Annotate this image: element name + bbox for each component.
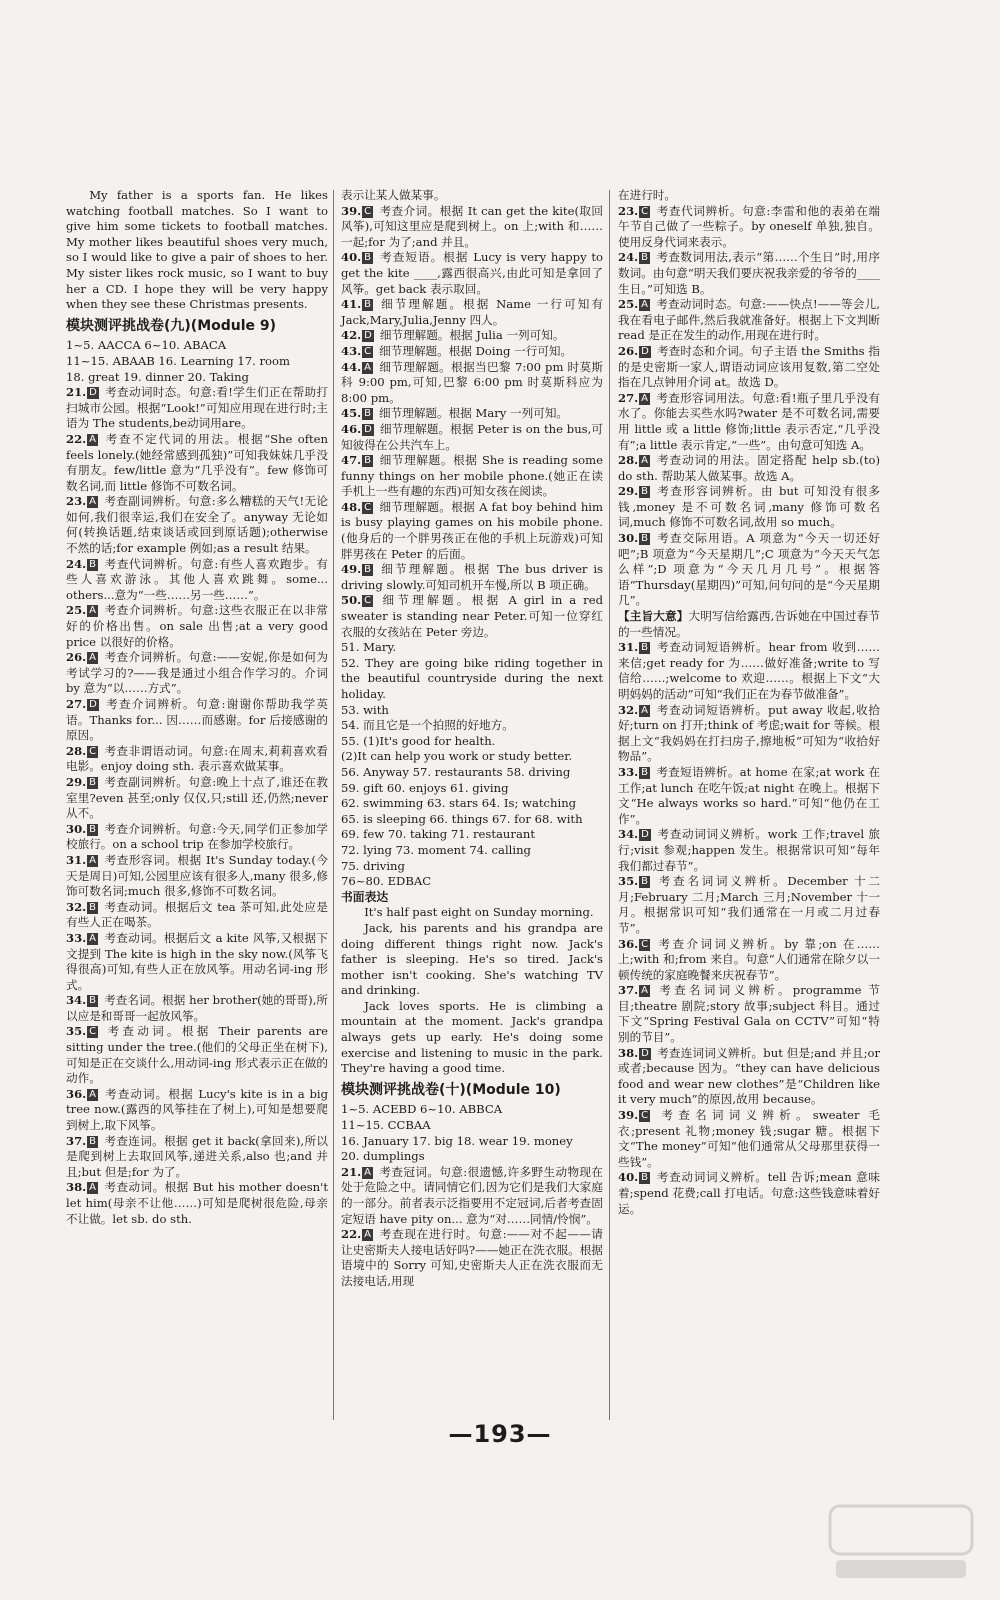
explanation-item — [66, 385, 328, 432]
explanation-text: 考查名词词义辨析。programme 节目;theatre 剧院;story 故事;subject 科目。通过下文“Spring Festival Gala on CCTV”可知“特别的节目”。 — [618, 983, 880, 1045]
explanation-text: 考查动词。根据 Their parents are sitting under the tree.(他们的父母正坐在树下),可知是正在交谈什么,用动词-ing 形式表示正在做的动作。 — [66, 1024, 328, 1086]
question-number: 24. — [66, 556, 87, 571]
question-number: 23. — [66, 494, 87, 509]
answer-line: 53. with — [341, 702, 389, 717]
explanation-text: 考查连词词义辨析。but 但是;and 并且;or 或者;because 因为。“they can have delicious food and wear new clothes”是“Children like it very much”的原因,故用 because。 — [618, 1045, 880, 1107]
explanation-item — [618, 204, 880, 251]
question-number: 25. — [66, 603, 87, 618]
explanation-text: 考查不定代词的用法。根据“She often feels lonely.(她经常感到孤独)”可知我妹妹几乎没有朋友。few/little 意为“几乎没有”。few 修饰可数名词,而 little 修饰不可数名词。 — [66, 431, 328, 493]
answer-key-box: D — [641, 829, 649, 841]
question-number: 26. — [66, 650, 87, 665]
question-number: 31. — [66, 852, 87, 867]
explanation-text: 考查介词辨析。句意:——安妮,你是如何为考试学习的?——我是通过小组合作学习的。介词 by 意为“以……方式”。 — [66, 650, 328, 696]
answer-key-box: D — [364, 423, 372, 435]
answer-line: 54. 而且它是一个拍照的好地方。 — [341, 718, 514, 733]
question-number: 35. — [618, 874, 639, 889]
explanation-item — [66, 650, 328, 697]
answer-key-box: C — [641, 938, 649, 950]
explanation-text: 考查时态和介词。句子主语 the Smiths 指的是史密斯一家人,谓语动词应该用复数,第二空处指在几点钟用介词 at。故选 D。 — [618, 343, 880, 390]
question-number: 38. — [618, 1045, 639, 1060]
answer-line: 52. They are going bike riding together in the beautiful countryside during the next holiday. — [341, 655, 603, 701]
answer-key-box: B — [641, 252, 649, 264]
answer-key-box: C — [364, 345, 372, 357]
explanation-text: 考查介词辨析。句意:谢谢你帮助我学英语。Thanks for... 因……而感谢。for 后接感谢的原因。 — [66, 697, 328, 743]
answer-key-box: C — [364, 501, 372, 513]
answer-key-box: A — [641, 392, 649, 404]
answer-key-box: C — [89, 745, 97, 757]
question-number: 39. — [341, 203, 362, 218]
question-number: 41. — [341, 297, 362, 312]
explanation-item — [66, 1087, 328, 1134]
explanation-text: 细节理解题。根据 Julia 一列可知。 — [379, 328, 565, 343]
explanation-text: 考查动词。根据后文 tea 茶可知,此处应是有些人正在喝茶。 — [66, 899, 328, 930]
question-number: 28. — [66, 743, 87, 758]
question-number: 40. — [341, 250, 362, 265]
column-right — [618, 188, 880, 1217]
answer-key-box: C — [89, 1026, 97, 1038]
explanation-text: 考查形容词用法。句意:看!瓶子里几乎没有水了。你能去买些水吗?water 是不可数名词,需要用 little 或 a little 修饰;little 表示否定,“几乎没有”;a little 表示肯定,“一些”。由句意可知选 A。 — [618, 390, 880, 452]
watermark-logo — [826, 1500, 976, 1585]
explanation-list — [66, 385, 328, 1227]
answer-key-box: C — [364, 205, 372, 217]
question-number: 33. — [618, 764, 639, 779]
explanation-text: 考查副词辨析。句意:晚上十点了,谁还在教室里?even 甚至;only 仅仅,只;still 还,仍然;never 从不。 — [66, 774, 328, 821]
column-middle — [341, 188, 603, 1290]
explanation-text: 细节理解题。根据 A girl in a red sweater is standing near Peter.可知一位穿红衣服的女孩站在 Peter 旁边。 — [341, 593, 603, 639]
answer-key-box: C — [641, 205, 649, 217]
explanation-item — [618, 297, 880, 344]
explanation-text: 细节理解题。根据 Doing 一行可知。 — [379, 343, 573, 358]
answer-key-box: B — [89, 995, 97, 1007]
explanation-item — [341, 562, 603, 593]
answer-key-box: B — [641, 642, 649, 654]
explanation-item — [341, 500, 603, 562]
answer-line: 59. gift 60. enjoys 61. giving — [341, 780, 509, 795]
answer-line: 11~15. CCBAA — [341, 1118, 431, 1133]
answer-key-box: A — [641, 455, 649, 467]
answer-key-box: B — [364, 455, 372, 467]
question-number: 30. — [66, 821, 87, 836]
explanation-item — [66, 1024, 328, 1086]
question-number: 25. — [618, 297, 639, 312]
answer-line: 76~80. EDBAC — [341, 874, 432, 889]
explanation-item — [618, 874, 880, 936]
explanation-text: 考查代词辨析。句意:李雷和他的表弟在端午节自己做了一些粽子。by oneself 单独,独自。使用反身代词来表示。 — [618, 203, 880, 249]
explanation-item — [66, 697, 328, 744]
explanation-item — [618, 703, 880, 765]
explanation-item — [66, 1180, 328, 1227]
question-number: 37. — [66, 1133, 87, 1148]
answer-key-box: B — [89, 1135, 97, 1147]
question-number: 38. — [66, 1180, 87, 1195]
question-number: 30. — [618, 531, 639, 546]
question-number: 36. — [618, 936, 639, 951]
question-number: 32. — [66, 899, 87, 914]
question-number: 28. — [618, 453, 639, 468]
answer-line: (2)It can help you work or study better. — [341, 749, 573, 764]
explanation-item — [66, 494, 328, 556]
explanation-text: 考查动词时态。句意:——快点!——等会儿,我在看电子邮件,然后我就准备好。根据上下文判断 read 是正在发生的动作,用现在进行时。 — [618, 297, 880, 343]
explanation-text: 考查动词。根据 But his mother doesn't let him(母亲不让他……)可知是爬树很危险,母亲不让做。let sb. do sth. — [66, 1180, 328, 1226]
explanation-list — [618, 204, 880, 609]
explanation-item — [341, 453, 603, 500]
answer-key-box: D — [89, 699, 97, 710]
question-number: 50. — [341, 593, 362, 608]
answer-key-box: D — [89, 387, 97, 399]
explanation-text: 考查形容词。根据 It's Sunday today.(今天是周日)可知,公园里应该有很多人,many 很多,修饰可数名词;much 很多,修饰不可数名词。 — [66, 852, 328, 899]
answer-key-box: B — [89, 823, 97, 835]
explanation-text: 考查动词时态。句意:看!学生们正在帮助打扫城市公园。根据“Look!”可知应用现在进行时;主语为 The students,be动词用are。 — [66, 385, 328, 431]
section-title-module-10: 模块测评挑战卷(十)(Module 10) — [341, 1081, 561, 1098]
page-number: —193— — [448, 1420, 552, 1448]
answer-key-box: A — [89, 605, 97, 617]
answer-key-box: A — [89, 854, 97, 866]
answer-line: 18. great 19. dinner 20. Taking — [66, 369, 249, 384]
explanation-text: 考查动词。根据 Lucy's kite is in a big tree now.(露西的风筝挂在了树上),可知是想要爬到树上,取下风筝。 — [66, 1086, 328, 1133]
question-number: 44. — [341, 359, 362, 374]
explanation-text: 考查连词。根据 get it back(拿回来),所以是爬到树上去取回风筝,递进关系,also 也;and 并且;but 但是;for 为了。 — [66, 1133, 328, 1179]
answer-line: 1~5. ACEBD 6~10. ABBCA — [341, 1102, 503, 1117]
explanation-text: 细节理解题。根据 The bus driver is driving slowly.可知司机开车慢,所以 B 项正确。 — [341, 562, 603, 592]
explanation-text: 考查数词用法,表示“第……个生日”时,用序数词。由句意“明天我们要庆祝我亲爱的爷爷的____生日。”可知选 B。 — [618, 250, 880, 296]
explanation-item — [618, 827, 880, 874]
explanation-item — [341, 204, 603, 251]
answer-lines — [341, 640, 603, 890]
question-number: 22. — [341, 1227, 362, 1242]
explanation-item — [618, 1170, 880, 1217]
answer-line: 51. Mary. — [341, 640, 397, 655]
main-idea-label: 【主旨大意】 — [618, 609, 689, 624]
answer-key-box: A — [641, 299, 649, 311]
explanation-item — [341, 328, 603, 344]
explanation-item — [66, 432, 328, 494]
answer-key-module-10 — [341, 1102, 603, 1164]
question-number: 43. — [341, 343, 362, 358]
explanation-text: 细节理解题。根据 A fat boy behind him is busy playing games on his mobile phone.(他身后的一个胖男孩正在他的手机上玩游戏)可知胖男孩在 Peter 的后面。 — [341, 499, 603, 561]
explanation-text: 考查动词短语辨析。put away 收起,收拾好;turn on 打开;think of 考虑;wait for 等候。根据上文“我妈妈在打扫房子,擦地板”可知为“收拾好物品”。 — [618, 702, 880, 764]
essay-paragraph: Jack loves sports. He is climbing a mountain at the moment. Jack's grandpa always gets up early. He's doing some exercise and listening to music in the park. They're having a good time. — [341, 998, 603, 1076]
model-essay — [341, 905, 603, 1077]
explanation-item — [618, 983, 880, 1045]
answer-key-box: A — [89, 496, 97, 508]
section-title-module-9: 模块测评挑战卷(九)(Module 9) — [66, 317, 277, 334]
answer-key-box: A — [89, 652, 97, 664]
explanation-text: 考查名词。根据 her brother(她的哥哥),所以应是和哥哥一起放风筝。 — [66, 993, 328, 1023]
explanation-item — [341, 250, 603, 297]
explanation-item — [66, 1134, 328, 1181]
explanation-text: 细节理解题。根据 Peter is on the bus,可知彼得在公共汽车上。 — [341, 421, 603, 452]
question-number: 47. — [341, 453, 362, 468]
main-idea-text: 大明写信给露西,告诉她在中国过春节的一些情况。 — [618, 609, 880, 639]
answer-key-box: B — [641, 766, 649, 778]
explanation-text: 考查副词辨析。句意:多么糟糕的天气!无论如何,我们很幸运,我们在安全了。anyway 无论如何(转换话题,结束谈话或回到原话题);otherwise 不然的话;for example 例如;as a result 结果。 — [66, 494, 328, 556]
question-number: 29. — [66, 774, 87, 789]
answer-key-box: A — [364, 361, 372, 373]
answer-key-box: A — [89, 433, 97, 445]
question-number: 34. — [66, 993, 87, 1008]
question-number: 27. — [66, 697, 87, 711]
question-number: 21. — [66, 385, 87, 400]
answer-key-box: B — [364, 564, 372, 576]
question-number: 29. — [618, 484, 639, 499]
explanation-item — [66, 931, 328, 993]
explanation-item — [341, 406, 603, 422]
explanation-text: 细节理解题。根据 Name 一行可知有 Jack,Mary,Julia,Jenny 四人。 — [341, 297, 603, 327]
question-number: 48. — [341, 499, 362, 514]
question-number: 23. — [618, 203, 639, 218]
answer-line: 72. lying 73. moment 74. calling — [341, 842, 531, 857]
answer-key-box: A — [89, 1088, 97, 1100]
answer-line: 20. dumplings — [341, 1149, 425, 1164]
explanation-text: 考查介词辨析。句意:这些衣服正在以非常好的价格出售。on sale 出售;at a very good price 以很好的价格。 — [66, 603, 328, 649]
answer-key-box: D — [641, 345, 649, 357]
essay-paragraph: It's half past eight on Sunday morning. — [364, 905, 594, 920]
explanation-item — [66, 775, 328, 822]
explanation-text: 细节理解题。根据当巴黎 7:00 pm 时莫斯科 9:00 pm,可知,巴黎 6:00 pm 时莫斯科应为 8:00 pm。 — [341, 359, 603, 405]
explanation-text: 考查形容词辨析。由 but 可知没有很多钱,money 是不可数名词,many 修饰可数名词,much 修饰不可数名词,故用 so much。 — [618, 484, 880, 530]
answer-key-box: B — [364, 252, 372, 264]
explanation-item — [341, 297, 603, 328]
question-number: 31. — [618, 640, 639, 655]
continued-text: 在进行时。 — [618, 188, 676, 202]
explanation-text: 考查短语辨析。at home 在家;at work 在工作;at lunch 在吃午饭;at night 在晚上。根据下文“He always works so hard.”可知“他仍在工作”。 — [618, 764, 880, 826]
writing-heading: 书面表达 — [341, 889, 389, 904]
explanation-item — [66, 900, 328, 931]
answer-key-box: B — [89, 901, 97, 913]
explanation-text: 考查名词词义辨析。December 十二月;February 二月;March 三月;November 十一月。根据常识可知“我们通常在一月或二月过春节”。 — [618, 874, 880, 935]
answer-key-box: B — [364, 408, 372, 420]
question-number: 22. — [66, 431, 87, 446]
answer-key-box: C — [364, 595, 372, 607]
answer-key-box: B — [641, 533, 649, 545]
explanation-item — [618, 484, 880, 531]
explanation-item — [618, 1108, 880, 1170]
explanation-item — [66, 822, 328, 853]
explanation-text: 考查介词辨析。句意:今天,同学们正参加学校旅行。on a school trip 在参加学校旅行。 — [66, 821, 328, 852]
answer-key-box: D — [641, 1047, 649, 1059]
answer-key-box: B — [641, 1172, 649, 1184]
answer-line: 65. is sleeping 66. things 67. for 68. with — [341, 811, 583, 826]
explanation-item — [618, 937, 880, 984]
explanation-item — [341, 593, 603, 640]
answer-key-box: A — [89, 932, 97, 944]
explanation-text: 考查短语。根据 Lucy is very happy to get the kite ____,露西很高兴,由此可知是拿回了风筝。get back 表示取回。 — [341, 250, 603, 296]
explanation-item — [66, 603, 328, 650]
explanation-text: 考查代词辨析。句意:有些人喜欢跑步。有些人喜欢游泳。其他人喜欢跳舞。some... others...意为“一些……另一些……”。 — [66, 556, 328, 602]
column-divider — [609, 190, 610, 1420]
explanation-item — [66, 744, 328, 775]
explanation-text: 考查介词词义辨析。by 靠;on 在……上;with 和;from 来自。句意“人们通常在除夕以一顿传统的家庭晚餐来庆祝春节”。 — [618, 936, 880, 982]
answer-key-box: B — [89, 558, 97, 570]
question-number: 26. — [618, 343, 639, 358]
explanation-text: 考查动词。根据后文 a kite 风筝,又根据下文提到 The kite is high in the sky now.(风筝飞得很高)可知,有些人正在放风筝。用动名词-ing 形式。 — [66, 930, 328, 992]
answer-line: 55. (1)It's good for health. — [341, 733, 496, 748]
explanation-text: 细节理解题。根据 Mary 一列可知。 — [379, 406, 569, 421]
explanation-item — [66, 993, 328, 1024]
explanation-item — [66, 557, 328, 604]
explanation-item — [341, 1227, 603, 1289]
explanation-text: 考查交际用语。A 项意为“今天一切还好吧”;B 项意为“今天星期几”;C 项意为“今天天气怎么样”;D 项意为“今天几月几号”。根据答语“Thursday(星期四)”可知,问句问的是“今天星期几”。 — [618, 531, 880, 608]
explanation-text: 细节理解题。根据 She is reading some funny things on her mobile phone.(她正在读手机上一些有趣的东西)可知女孩在阅读。 — [341, 453, 603, 499]
question-number: 49. — [341, 562, 362, 577]
explanation-list — [618, 640, 880, 1217]
column-divider — [333, 190, 334, 1420]
answer-key-box: B — [641, 486, 649, 498]
explanation-text: 考查非谓语动词。句意:在周末,莉莉喜欢看电影。enjoy doing sth. 表示喜欢做某事。 — [66, 743, 328, 774]
main-idea — [618, 609, 880, 640]
explanation-item — [341, 422, 603, 453]
question-number: 32. — [618, 702, 639, 717]
question-number: 36. — [66, 1086, 87, 1101]
explanation-item — [618, 250, 880, 297]
explanation-text: 考查动词词义辨析。tell 告诉;mean 意味着;spend 花费;call 打电话。句意:这些钱意味着好运。 — [618, 1170, 880, 1216]
question-number: 45. — [341, 406, 362, 421]
explanation-text: 考查现在进行时。句意:——对不起——请让史密斯夫人接电话好吗?——她正在洗衣服。根据语境中的 Sorry 可知,史密斯夫人正在洗衣服而无法接电话,用现 — [341, 1227, 603, 1288]
answer-key-box: A — [641, 985, 649, 997]
explanation-item — [618, 1046, 880, 1108]
writing-paragraph: My father is a sports fan. He likes watching football matches. So I want to give him some tickets to football matches. My mother likes beautiful shoes very much, so I would like to give a pair of shoes to her. My sister likes rock music, so I want to buy her a CD. I hope they will be very happy when they see these Christmas presents. — [66, 188, 328, 312]
question-number: 27. — [618, 390, 639, 405]
answer-line: 75. driving — [341, 858, 405, 873]
explanation-item — [341, 344, 603, 360]
explanation-item — [341, 360, 603, 407]
question-number: 34. — [618, 827, 639, 842]
explanation-item — [618, 344, 880, 391]
answer-key-box: A — [364, 1229, 372, 1241]
answer-key-box: C — [641, 1110, 649, 1122]
question-number: 42. — [341, 328, 362, 343]
answer-key-box: A — [364, 1166, 372, 1178]
explanation-item — [66, 853, 328, 900]
question-number: 40. — [618, 1170, 639, 1185]
explanation-text: 考查动词的用法。固定搭配 help sb.(to) do sth. 帮助某人做某事。故选 A。 — [618, 453, 880, 483]
question-number: 24. — [618, 250, 639, 265]
explanation-text: 考查动词短语辨析。hear from 收到……来信;get ready for 为……做好准备;write to 写信给……;welcome to 欢迎……。根据上下文“大明妈妈的活动”可知“我们正在为春节做准备”。 — [618, 640, 880, 701]
question-number: 33. — [66, 930, 87, 945]
question-number: 37. — [618, 983, 639, 998]
answer-key-box: A — [641, 704, 649, 716]
answer-line: 69. few 70. taking 71. restaurant — [341, 827, 535, 842]
explanation-item — [341, 1165, 603, 1227]
answer-key-box: B — [641, 876, 649, 888]
explanation-item — [618, 453, 880, 484]
explanation-item — [618, 765, 880, 827]
answer-key-module-9 — [66, 338, 328, 385]
answer-line: 1~5. AACCA 6~10. ABACA — [66, 338, 227, 353]
answer-line: 11~15. ABAAB 16. Learning 17. room — [66, 353, 290, 368]
answer-key-box: B — [89, 776, 97, 788]
explanation-item — [618, 640, 880, 702]
answer-line: 56. Anyway 57. restaurants 58. driving — [341, 764, 571, 779]
explanation-text: 考查名词词义辨析。sweater 毛衣;present 礼物;money 钱;sugar 糖。根据下文“The money”可知“他们通常从父母那里获得一些钱”。 — [618, 1108, 880, 1169]
explanation-list — [341, 204, 603, 641]
answer-key-box: A — [89, 1182, 97, 1194]
question-number: 46. — [341, 421, 362, 436]
answer-line: 16. January 17. big 18. wear 19. money — [341, 1133, 573, 1148]
explanation-text: 考查动词词义辨析。work 工作;travel 旅行;visit 参观;happen 发生。根据常识可知“每年我们都过春节”。 — [618, 827, 880, 873]
explanation-item — [618, 391, 880, 453]
continued-text: 表示让某人做某事。 — [341, 188, 446, 202]
question-number: 21. — [341, 1164, 362, 1179]
answer-key-box: B — [364, 299, 372, 311]
answer-line: 62. swimming 63. stars 64. Is; watching — [341, 796, 577, 811]
explanation-list — [341, 1165, 603, 1290]
column-left — [66, 188, 328, 1227]
explanation-item — [618, 531, 880, 609]
answer-key-box: D — [364, 330, 372, 342]
question-number: 39. — [618, 1108, 639, 1123]
explanation-text: 考查冠词。句意:很遗憾,许多野生动物现在处于危险之中。请同情它们,因为它们是我们大家庭的一部分。前者表示泛指要用不定冠词,后者考查固定短语 have pity on... 意为“对……同情/怜悯”。 — [341, 1164, 603, 1226]
essay-paragraph: Jack, his parents and his grandpa are doing different things right now. Jack's father is sleeping. He's so tired. Jack's mother isn't cooking. She's watching TV and drinking. — [341, 920, 603, 998]
explanation-text: 考查介词。根据 It can get the kite(取回风筝),可知这里应是爬到树上。on 上;with 和……一起;for 为了;and 并且。 — [341, 203, 603, 249]
question-number: 35. — [66, 1024, 87, 1039]
